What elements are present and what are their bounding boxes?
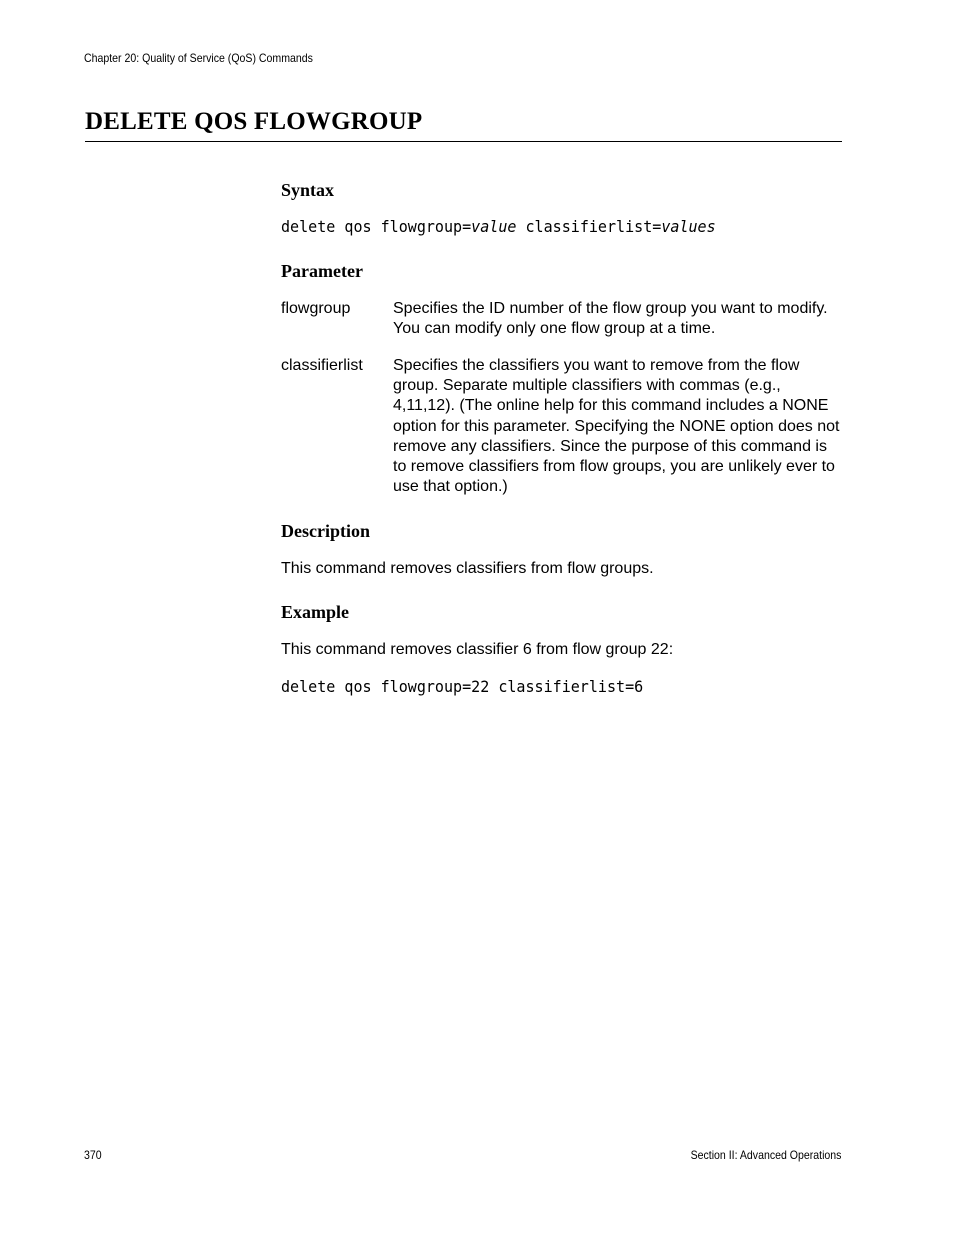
syntax-command-part1: delete qos flowgroup= xyxy=(281,217,472,236)
parameter-name: classifierlist xyxy=(281,357,363,374)
example-text: This command removes classifier 6 from flow group 22: xyxy=(281,641,674,658)
syntax-heading: Syntax xyxy=(281,180,335,200)
example-command: delete qos flowgroup=22 classifierlist=6 xyxy=(281,677,644,696)
description-text: This command removes classifiers from flow groups. xyxy=(281,560,654,577)
syntax-command xyxy=(281,217,716,237)
page-title: DELETE QOS FLOWGROUP xyxy=(85,106,842,142)
running-header: Chapter 20: Quality of Service (QoS) Commands xyxy=(84,51,313,65)
parameter-name: flowgroup xyxy=(281,300,351,317)
description-heading: Description xyxy=(281,521,370,541)
syntax-command-var1: value xyxy=(471,217,517,236)
syntax-command-var2: values xyxy=(661,217,716,236)
example-heading: Example xyxy=(281,602,350,622)
footer-section: Section II: Advanced Operations xyxy=(690,1148,841,1162)
syntax-command-part2: classifierlist= xyxy=(516,217,662,236)
page-number: 370 xyxy=(84,1148,102,1162)
parameter-description: Specifies the classifiers you want to remove from the flow group. Separate multiple classifiers with commas (e.g., 4,11,12). (The online help for this command includes a NONE option for this parameter. Specifying the NONE option does not remove any classifiers. Since the purpose of this command is to remove classifiers from flow groups, you are unlikely ever to use that option.) xyxy=(393,357,840,496)
parameter-description: Specifies the ID number of the flow group you want to modify. You can modify only one flow group at a time. xyxy=(393,300,828,338)
parameter-heading: Parameter xyxy=(281,261,363,281)
